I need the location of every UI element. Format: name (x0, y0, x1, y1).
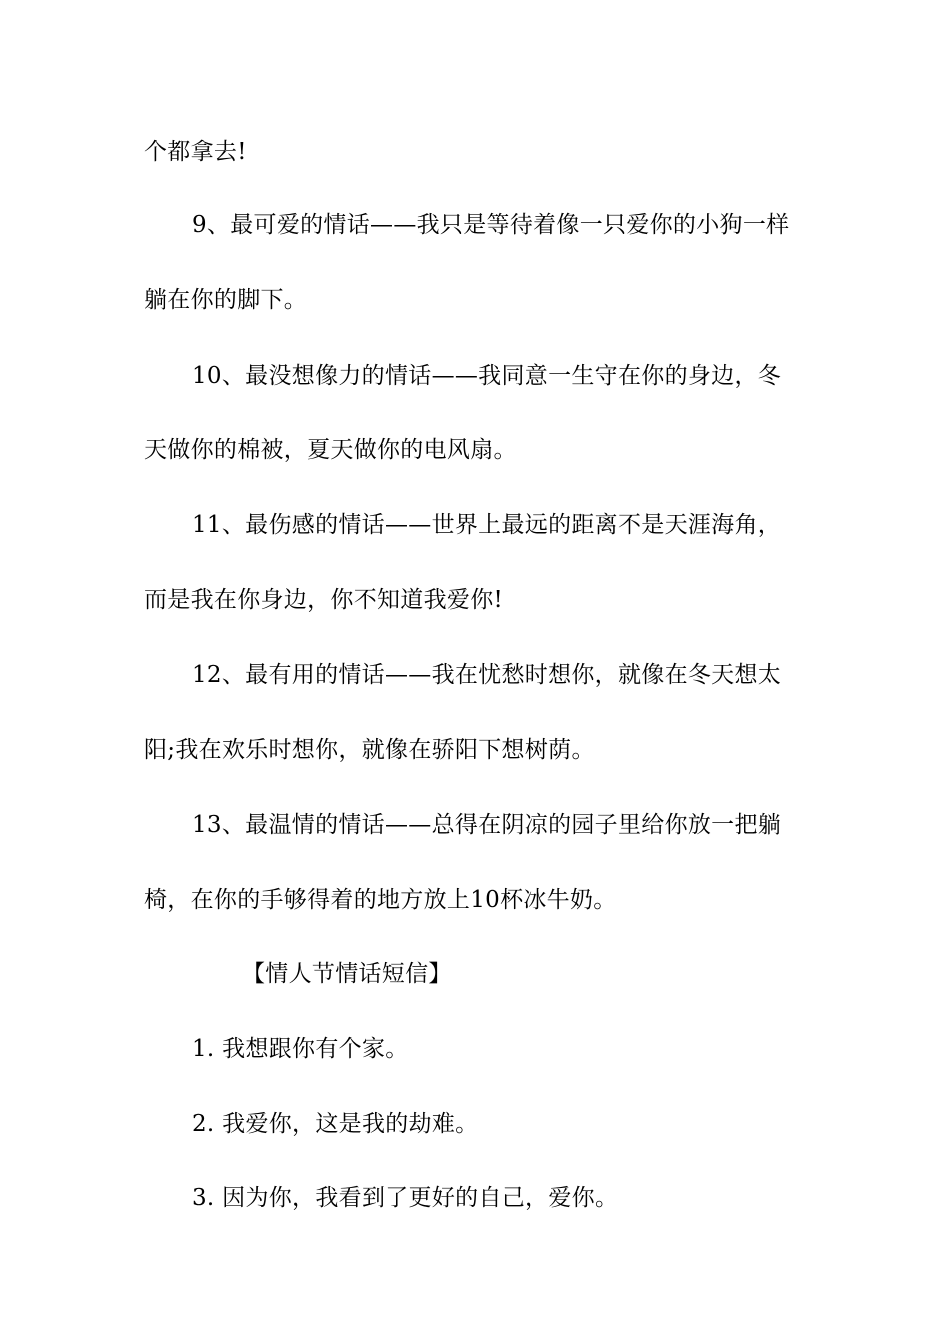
list-item-2: 2. 我爱你，这是我的劫难。 (192, 1111, 479, 1137)
text-line-item-10-cont: 天做你的棉被，夏天做你的电风扇。 (144, 437, 517, 463)
text-line-item-9: 9、最可爱的情话——我只是等待着像一只爱你的小狗一样 (192, 212, 790, 238)
text-line-item-13-cont: 椅，在你的手够得着的地方放上10杯冰牛奶。 (144, 887, 617, 913)
section-heading: 【情人节情话短信】 (242, 961, 452, 987)
text-line-item-11: 11、最伤感的情话——世界上最远的距离不是天涯海角， (192, 512, 782, 538)
text-line-item-10: 10、最没想像力的情话——我同意一生守在你的身边，冬 (192, 363, 782, 389)
text-line-continuation: 个都拿去! (144, 139, 247, 165)
text-line-item-13: 13、最温情的情话——总得在阴凉的园子里给你放一把躺 (192, 812, 782, 838)
list-item-3: 3. 因为你，我看到了更好的自己，爱你。 (192, 1185, 619, 1211)
text-line-item-9-cont: 躺在你的脚下。 (144, 287, 308, 313)
text-line-item-12-cont: 阳;我在欢乐时想你，就像在骄阳下想树荫。 (144, 737, 595, 763)
text-line-item-11-cont: 而是我在你身边，你不知道我爱你! (144, 587, 504, 613)
text-line-item-12: 12、最有用的情话——我在忧愁时想你，就像在冬天想太 (192, 662, 782, 688)
list-item-1: 1. 我想跟你有个家。 (192, 1036, 409, 1062)
